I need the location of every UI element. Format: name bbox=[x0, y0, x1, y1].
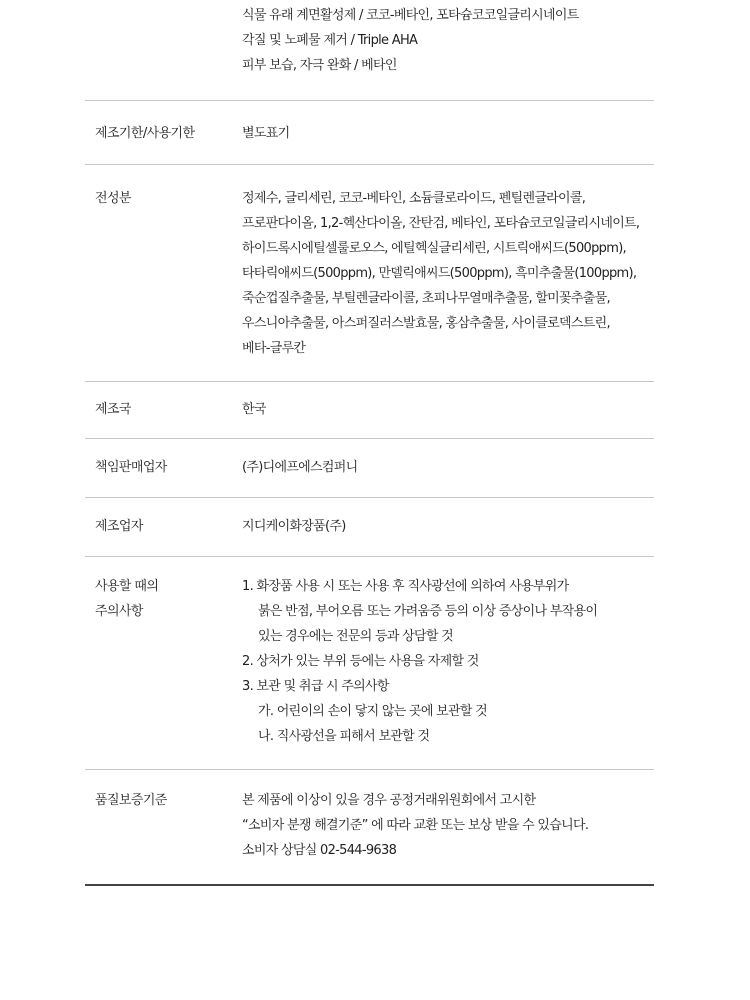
intro-line: 피부 보습, 자극 완화 / 베타인 bbox=[242, 58, 397, 73]
expiry-value bbox=[242, 101, 662, 146]
warranty-line: “소비자 분쟁 해결기준” 에 따라 교환 또는 보상 받을 수 있습니다. bbox=[242, 818, 589, 833]
ingredients-line: 죽순껍질추출물, 부틸렌글라이콜, 초피나무열매추출물, 할미꽃추출물, bbox=[242, 291, 610, 306]
caution-label-line: 사용할 때의 bbox=[95, 579, 159, 594]
ingredients-row bbox=[85, 165, 654, 382]
warranty-text bbox=[242, 770, 662, 863]
expiry-row bbox=[85, 101, 654, 165]
seller-value-text: (주)디에프에스컴퍼니 bbox=[242, 460, 358, 475]
expiry-value-text: 별도표기 bbox=[242, 126, 290, 141]
manufacturer-value-text: 지디케이화장품(주) bbox=[242, 519, 346, 534]
warranty-label: 품질보증기준 bbox=[95, 793, 167, 808]
caution-line: 가. 어린이의 손이 닿지 않는 곳에 보관할 것 bbox=[258, 704, 488, 719]
ingredients-line: 정제수, 글리세린, 코코-베타인, 소듐클로라이드, 펜틸렌글라이콜, bbox=[242, 191, 586, 206]
intro-line: 식물 유래 계면활성제 / 코코-베타인, 포타슘코코일글리시네이트 bbox=[242, 8, 579, 23]
country-value-text: 한국 bbox=[242, 402, 266, 417]
caution-label-line: 주의사항 bbox=[95, 604, 143, 619]
caution-line: 붉은 반점, 부어오름 또는 가려움증 등의 이상 증상이나 부작용이 bbox=[258, 604, 598, 619]
caution-line: 나. 직사광선을 피해서 보관할 것 bbox=[258, 729, 430, 744]
product-info-table bbox=[85, 0, 654, 886]
ingredients-line: 베타-글루칸 bbox=[242, 341, 306, 356]
caution-label bbox=[95, 574, 158, 624]
seller-row bbox=[85, 439, 654, 498]
caution-list bbox=[242, 557, 662, 749]
warranty-row bbox=[85, 770, 654, 886]
ingredients-line: 하이드록시에틸셀룰로오스, 에틸헥실글리세린, 시트릭애씨드(500ppm), bbox=[242, 241, 626, 256]
manufacturer-label: 제조업자 bbox=[95, 519, 143, 534]
warranty-line: 소비자 상담실 02-544-9638 bbox=[242, 843, 397, 858]
caution-row bbox=[85, 557, 654, 770]
country-row bbox=[85, 382, 654, 439]
ingredients-label: 전성분 bbox=[95, 191, 131, 206]
manufacturer-value bbox=[242, 498, 662, 539]
country-value bbox=[242, 382, 662, 422]
seller-value bbox=[242, 439, 662, 480]
intro-line: 각질 및 노폐물 제거 / Triple AHA bbox=[242, 33, 418, 48]
ingredients-line: 우스니아추출물, 아스퍼질러스발효물, 홍삼추출물, 사이클로덱스트린, bbox=[242, 316, 610, 331]
manufacturer-row bbox=[85, 498, 654, 557]
caution-line: 3. 보관 및 취급 시 주의사항 bbox=[242, 679, 389, 694]
ingredients-line: 프로판다이올, 1,2-헥산다이올, 잔탄검, 베타인, 포타슘코코일글리시네이트, bbox=[242, 216, 640, 231]
country-label: 제조국 bbox=[95, 402, 131, 417]
intro-content bbox=[242, 0, 662, 78]
caution-line: 1. 화장품 사용 시 또는 사용 후 직사광선에 의하여 사용부위가 bbox=[242, 579, 569, 594]
ingredients-line: 타타릭애씨드(500ppm), 만델릭애씨드(500ppm), 흑미추출물(100ppm), bbox=[242, 266, 637, 281]
intro-row bbox=[85, 0, 654, 101]
expiry-label: 제조기한/사용기한 bbox=[95, 126, 195, 141]
caution-line: 있는 경우에는 전문의 등과 상담할 것 bbox=[258, 629, 454, 644]
warranty-line: 본 제품에 이상이 있을 경우 공정거래위원회에서 고시한 bbox=[242, 793, 536, 808]
caution-line: 2. 상처가 있는 부위 등에는 사용을 자제할 것 bbox=[242, 654, 479, 669]
ingredients-list bbox=[242, 165, 662, 361]
seller-label: 책임판매업자 bbox=[95, 460, 167, 475]
